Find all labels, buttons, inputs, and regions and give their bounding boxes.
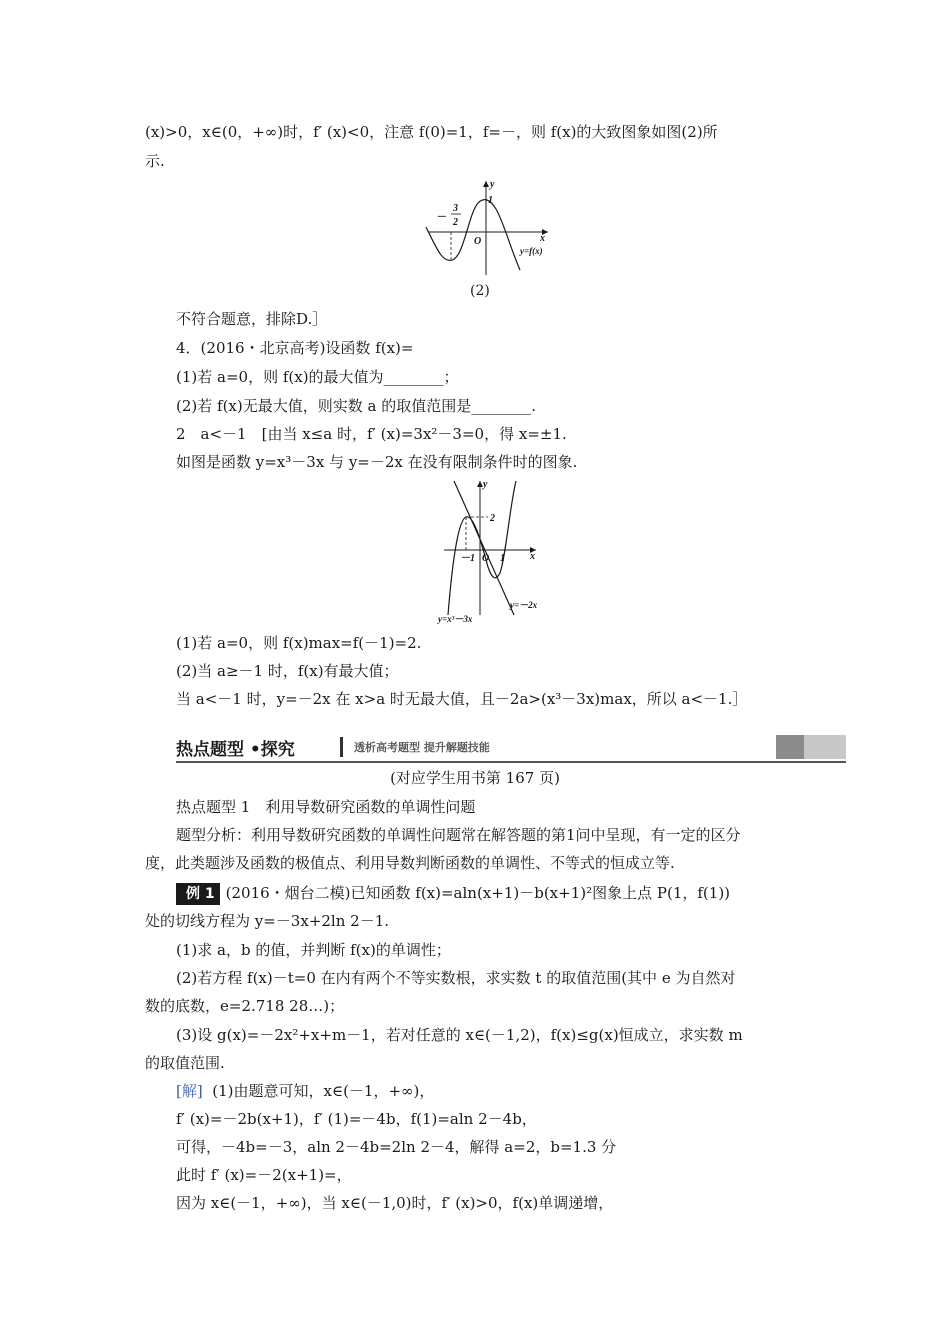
solution-label: [解]	[176, 1082, 203, 1100]
text-line: (x)>0，x∈(0，+∞)时，f′ (x)<0，注意 f(0)=1，f=－，则 f(x)的大致图象如图(2)所	[145, 123, 718, 141]
solution-line	[176, 1080, 434, 1102]
x-axis-label: x	[530, 551, 535, 562]
figure-caption: (2)	[470, 283, 490, 299]
section-banner	[176, 733, 846, 763]
fraction-denominator: 2	[453, 217, 458, 228]
example-text: (2016・烟台二模)已知函数 f(x)=aln(x+1)－b(x+1)²图象上点 P(1，f(1))	[225, 884, 731, 902]
origin-label: O	[482, 553, 490, 564]
text-line: 如图是函数 y=x³－3x 与 y=－2x 在没有限制条件时的图象.	[176, 453, 578, 471]
banner-subtitle: 透析高考题型 提升解题技能	[354, 741, 490, 754]
text-line: 示.	[145, 152, 165, 170]
text-line: 因为 x∈(－1，+∞)，当 x∈(－1,0)时，f′ (x)>0，f(x)单调递增，	[176, 1194, 614, 1212]
tick-label: －1	[460, 553, 475, 564]
value-label: 2	[490, 513, 495, 524]
text-line: f′ (x)=－2b(x+1)，f′ (1)=－4b，f(1)=aln 2－4b，	[176, 1110, 537, 1128]
text-line: (2)若 f(x)无最大值，则实数 a 的取值范围是________.	[176, 397, 536, 415]
curve-label: y=f(x)	[520, 246, 543, 256]
text-line: 当 a<－1 时，y=－2x 在 x>a 时无最大值，且－2a>(x³－3x)max，所以 a<－1.］	[176, 690, 748, 708]
cubic-and-line-graph	[430, 475, 560, 625]
tick-label: 1	[500, 553, 505, 564]
text-line: 4．(2016・北京高考)设函数 f(x)=	[176, 339, 414, 357]
text-line: 处的切线方程为 y=－3x+2ln 2－1.	[145, 912, 390, 930]
section-heading: 热点题型 1 利用导数研究函数的单调性问题	[176, 798, 476, 816]
example-line	[176, 882, 730, 905]
text-line: (2)当 a≥－1 时，f(x)有最大值；	[176, 662, 399, 680]
text-line: 题型分析：利用导数研究函数的单调性问题常在解答题的第1问中呈现，有一定的区分	[176, 826, 741, 844]
banner-divider	[340, 737, 343, 757]
solution-text: (1)由题意可知，x∈(－1，+∞)，	[212, 1082, 435, 1100]
line-label: y=－2x	[510, 600, 538, 610]
y-axis-label: y	[490, 179, 495, 190]
text-line: (1)若 a=0，则 f(x)的最大值为________；	[176, 368, 459, 386]
page-reference: (对应学生用书第 167 页)	[390, 769, 560, 787]
text-line: 的取值范围.	[145, 1054, 225, 1072]
text-line: 此时 f′ (x)=－2(x+1)=，	[176, 1166, 352, 1184]
text-line: 数的底数，e=2.718 28…)；	[145, 997, 345, 1015]
minus-sign: －	[436, 212, 446, 223]
text-line: 可得，－4b=－3，aln 2－4b=2ln 2－4，解得 a=2，b=1.3 分	[176, 1138, 617, 1156]
text-line: 度，此类题涉及函数的极值点、利用导数判断函数的单调性、不等式的恒成立等.	[145, 854, 675, 872]
text-line: 不符合题意，排除D.］	[176, 310, 328, 328]
example-label: 例 1	[176, 883, 220, 905]
text-line: (1)求 a，b 的值，并判断 f(x)的单调性；	[176, 941, 451, 959]
figure-2-graph	[420, 175, 570, 280]
banner-title: 热点题型 •探究	[176, 740, 295, 760]
cubic-label: y=x³－3x	[438, 614, 473, 624]
text-line: (1)若 a=0，则 f(x)max=f(－1)=2.	[176, 634, 422, 652]
y-axis-label: y	[483, 479, 488, 490]
text-line: (2)若方程 f(x)－t=0 在内有两个不等实数根，求实数 t 的取值范围(其中 e 为自然对	[176, 969, 736, 987]
banner-decoration	[804, 735, 846, 759]
banner-decoration	[776, 735, 804, 759]
x-axis-label: x	[540, 233, 545, 244]
text-line: (3)设 g(x)=－2x²+x+m－1，若对任意的 x∈(－1,2)，f(x)≤g(x)恒成立，求实数 m	[176, 1026, 743, 1044]
origin-label: O	[474, 236, 482, 247]
y-intercept-label: 1	[488, 195, 493, 206]
text-line: 2 a<－1 [由当 x≤a 时，f′ (x)=3x²－3=0，得 x=±1.	[176, 425, 567, 443]
fraction-numerator: 3	[453, 203, 458, 214]
